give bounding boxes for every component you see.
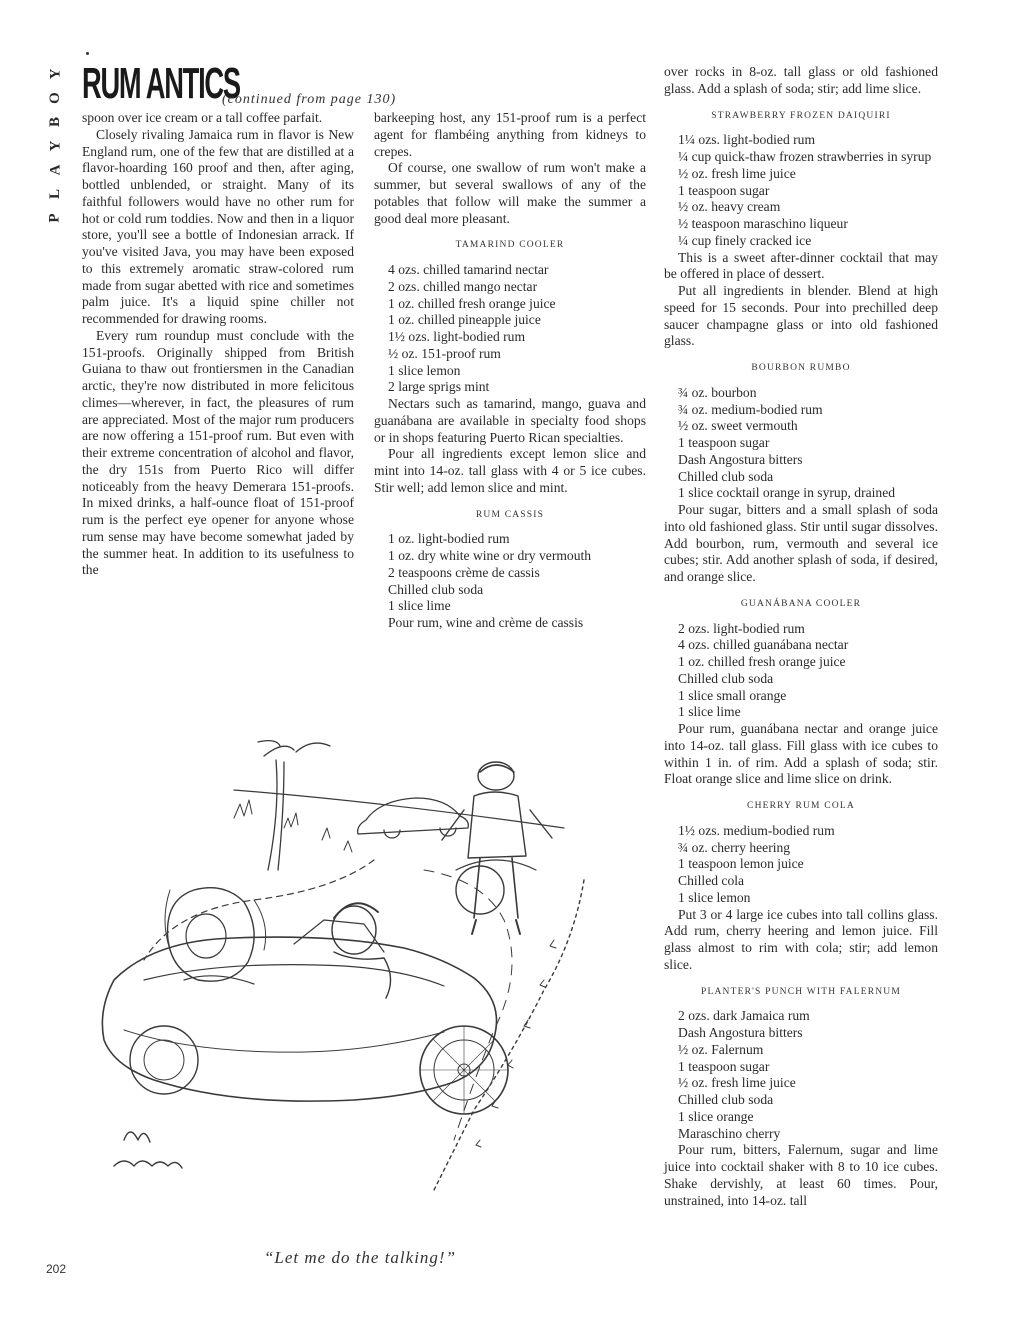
- playboy-masthead: [44, 62, 66, 230]
- ingredient: Dash Angostura bitters: [678, 451, 803, 467]
- ingredient: 1 oz. chilled fresh orange juice: [388, 295, 556, 311]
- paragraph: Nectars such as tamarind, mango, guava and guanábana are available in specialty food shops or in shops featuring Puerto Rican specialties.: [374, 396, 646, 445]
- paragraph: This is a sweet after-dinner cocktail that may be offered in place of dessert.: [664, 249, 938, 282]
- paragraph: Pour sugar, bitters and a small splash of soda into old fashioned glass. Stir until sugar dissolves. Add bourbon, rum, vermouth and several ice cubes; stir. Add another splash of soda, if desired, and orange slice.: [664, 502, 938, 584]
- ingredient: ½ oz. fresh lime juice: [678, 165, 796, 181]
- recipe-heading: RUM CASSIS: [475, 509, 545, 520]
- ingredient: 1¼ ozs. light-bodied rum: [678, 132, 816, 148]
- ingredient: Chilled club soda: [388, 581, 484, 597]
- recipe-heading: GUANÁBANA COOLER: [740, 598, 862, 609]
- cartoon-caption: “Let me do the talking!”: [263, 1248, 457, 1267]
- ingredient-list: [664, 823, 938, 907]
- ingredient: 1½ ozs. light-bodied rum: [388, 329, 526, 344]
- paragraph: Pour all ingredients except lemon slice and mint into 14-oz. tall glass with 4 or 5 ice cubes. Stir well; add lemon slice and mint.: [374, 446, 646, 495]
- ingredient: ¼ cup finely cracked ice: [678, 232, 812, 248]
- ingredient: 2 ozs. dark Jamaica rum: [678, 1008, 810, 1024]
- cartoon-illustration: [84, 730, 652, 1192]
- ingredient: ½ oz. 151-proof rum: [388, 345, 501, 361]
- ingredient: 1 slice lemon: [678, 889, 751, 905]
- motorcycle-cop: [442, 762, 552, 934]
- column-3: [664, 64, 938, 1209]
- ingredient: ¼ cup quick-thaw frozen strawberries in syrup: [678, 149, 932, 164]
- recipe-heading: TAMARIND COOLER: [455, 240, 565, 251]
- passenger-figure: [165, 888, 266, 984]
- ingredient: ½ oz. fresh lime juice: [678, 1075, 796, 1091]
- paragraph: over rocks in 8-oz. tall glass or old fashioned glass. Add a splash of soda; stir; add lime slice.: [664, 64, 938, 96]
- ingredient: Maraschino cherry: [678, 1125, 781, 1141]
- ingredient-list: [664, 1008, 938, 1142]
- recipe-heading: PLANTER'S PUNCH WITH FALERNUM: [700, 986, 902, 997]
- ingredient: 1 slice lime: [678, 704, 741, 720]
- ingredient-list: [664, 621, 938, 722]
- masthead-letter: B: [46, 116, 63, 128]
- decorative-dot: [86, 52, 89, 55]
- paragraph: Put 3 or 4 large ice cubes into tall collins glass. Add rum, cherry heering and lemon juice. Fill glass almost to rim with cola; stir; add lemon slice.: [664, 906, 938, 972]
- ingredient-list: [664, 385, 938, 502]
- driver-figure: [332, 903, 391, 998]
- paragraph: Put all ingredients in blender. Blend at high speed for 15 seconds. Pour into prechilled deep saucer champagne glass or into old fashioned glass.: [664, 283, 938, 349]
- continued-note: (continued from page 130): [222, 92, 397, 107]
- sports-car: [102, 920, 508, 1114]
- ingredient: Chilled club soda: [678, 1092, 774, 1107]
- ingredient: 1½ ozs. medium-bodied rum: [678, 822, 835, 838]
- paragraph: Pour rum, wine and crème de cassis: [388, 615, 584, 630]
- ingredient: 1 teaspoon sugar: [678, 1058, 770, 1074]
- ingredient: 1 oz. light-bodied rum: [388, 531, 510, 547]
- tree: [258, 741, 330, 870]
- ingredient: 4 ozs. chilled guanábana nectar: [678, 637, 849, 653]
- ingredient: 1 slice cocktail orange in syrup, drained: [678, 485, 896, 501]
- artist-signature: [114, 1132, 182, 1168]
- grass-strokes: [234, 800, 352, 852]
- paragraph: Pour rum, guanábana nectar and orange juice into 14-oz. tall glass. Fill glass with ice cubes to within 1 in. of rim. Add a splash of soda; stir. Float orange slice and lime slice on drink.: [664, 721, 938, 787]
- ingredient: 2 ozs. chilled mango nectar: [388, 278, 538, 294]
- ingredient-list: [374, 531, 646, 615]
- masthead-letter: O: [46, 92, 63, 104]
- ingredient: 2 ozs. light-bodied rum: [678, 620, 805, 636]
- article-title: RUM ANTICS: [82, 59, 240, 108]
- ingredient: 4 ozs. chilled tamarind nectar: [388, 262, 549, 277]
- ingredient: ¾ oz. cherry heering: [678, 839, 791, 855]
- recipe-heading: BOURBON RUMBO: [751, 363, 851, 373]
- masthead-letter: A: [47, 164, 63, 176]
- ingredient: ½ oz. heavy cream: [678, 199, 781, 215]
- masthead-letter: L: [46, 188, 63, 200]
- ingredient: 1 oz. chilled fresh orange juice: [678, 654, 846, 669]
- ingredient: 1 teaspoon sugar: [678, 435, 770, 450]
- paragraph: Closely rivaling Jamaica rum in flavor is New England rum, one of the few that are distilled at a flavor-hoarding 160 proof and then, after aging, bottled unblended, or straight. Many of its faithful followers would have no other rum for hot or cold rum toddies. Now and then in a liquor store, you'll see a bottle of Indonesian arrack. If you've visited Java, you may have been exposed to this extremely aromatic straw-colored rum made from sugar abetted with rice and sometimes palm juice. It's a liquid spine chiller not recommended for drawing rooms.: [82, 126, 354, 326]
- masthead-letter: Y: [47, 140, 63, 152]
- ingredient: ½ oz. sweet vermouth: [678, 418, 798, 434]
- ingredient: ¾ oz. bourbon: [678, 384, 757, 400]
- paragraph: Every rum roundup must conclude with the 151-proofs. Originally shipped from British Guiana to thaw out frontiersmen in the Canadian arctic, they're now distributed in more felicitous climes—wherever, in fact, the pleasures of rum are appreciated. Most of the major rum producers are now offering a 151-proof rum. But even with their extreme concentration of alcohol and flavor, the dry 151s from Puerto Rico will differ noticeably from the heavy Demerara 151-proofs. In mixed drinks, a half-ounce float of 151-proof rum is the perfect eye opener for anyone whose rum sense may have become somewhat jaded by the summer heat. In addition to its usefulness to the: [82, 327, 354, 578]
- ingredient: 1 slice lemon: [388, 362, 461, 378]
- paragraph: barkeeping host, any 151-proof rum is a perfect agent for flambéing anything from kidneys to crepes.: [374, 110, 646, 159]
- ingredient: 2 teaspoons crème de cassis: [388, 564, 540, 580]
- ingredient: 1 oz. dry white wine or dry vermouth: [388, 548, 592, 563]
- ingredient: 1 teaspoon sugar: [678, 182, 770, 198]
- ingredient-list: [374, 262, 646, 396]
- ingredient: Chilled cola: [678, 873, 745, 888]
- ingredient: 1 teaspoon lemon juice: [678, 856, 804, 872]
- recipe-heading: CHERRY RUM COLA: [747, 801, 855, 811]
- ingredient-list: [664, 132, 938, 249]
- ingredient: 1 slice orange: [678, 1108, 754, 1124]
- ingredient: ½ teaspoon maraschino liqueur: [678, 216, 848, 231]
- ingredient: ¾ oz. medium-bodied rum: [678, 401, 823, 417]
- ingredient: Dash Angostura bitters: [678, 1025, 803, 1040]
- paragraph: spoon over ice cream or a tall coffee parfait.: [82, 110, 323, 125]
- column-1: [82, 110, 354, 579]
- recipe-heading: STRAWBERRY FROZEN DAIQUIRI: [711, 110, 891, 121]
- ingredient: 1 slice lime: [388, 598, 451, 614]
- ingredient: ½ oz. Falernum: [678, 1041, 764, 1057]
- ingredient: 1 oz. chilled pineapple juice: [388, 312, 541, 328]
- road-edge-right: [434, 880, 584, 1190]
- page-number: 202: [46, 1262, 67, 1276]
- article-header: [82, 60, 642, 110]
- ingredient: Chilled club soda: [678, 670, 774, 686]
- masthead-letter: P: [46, 213, 63, 223]
- ingredient: Chilled club soda: [678, 468, 774, 484]
- ingredient: 2 large sprigs mint: [388, 379, 490, 395]
- column-2: [374, 110, 646, 632]
- masthead-letter: Y: [47, 68, 63, 80]
- paragraph: Of course, one swallow of rum won't make a summer, but several swallows of any of the potables that follow will make the summer a good deal more pleasant.: [374, 160, 646, 226]
- ingredient: 1 slice small orange: [678, 687, 787, 703]
- paragraph: Pour rum, bitters, Falernum, sugar and lime juice into cocktail shaker with 8 to 10 ice cubes. Shake dervishly, at least 60 times. Pour, unstrained, into 14-oz. tall: [664, 1142, 938, 1208]
